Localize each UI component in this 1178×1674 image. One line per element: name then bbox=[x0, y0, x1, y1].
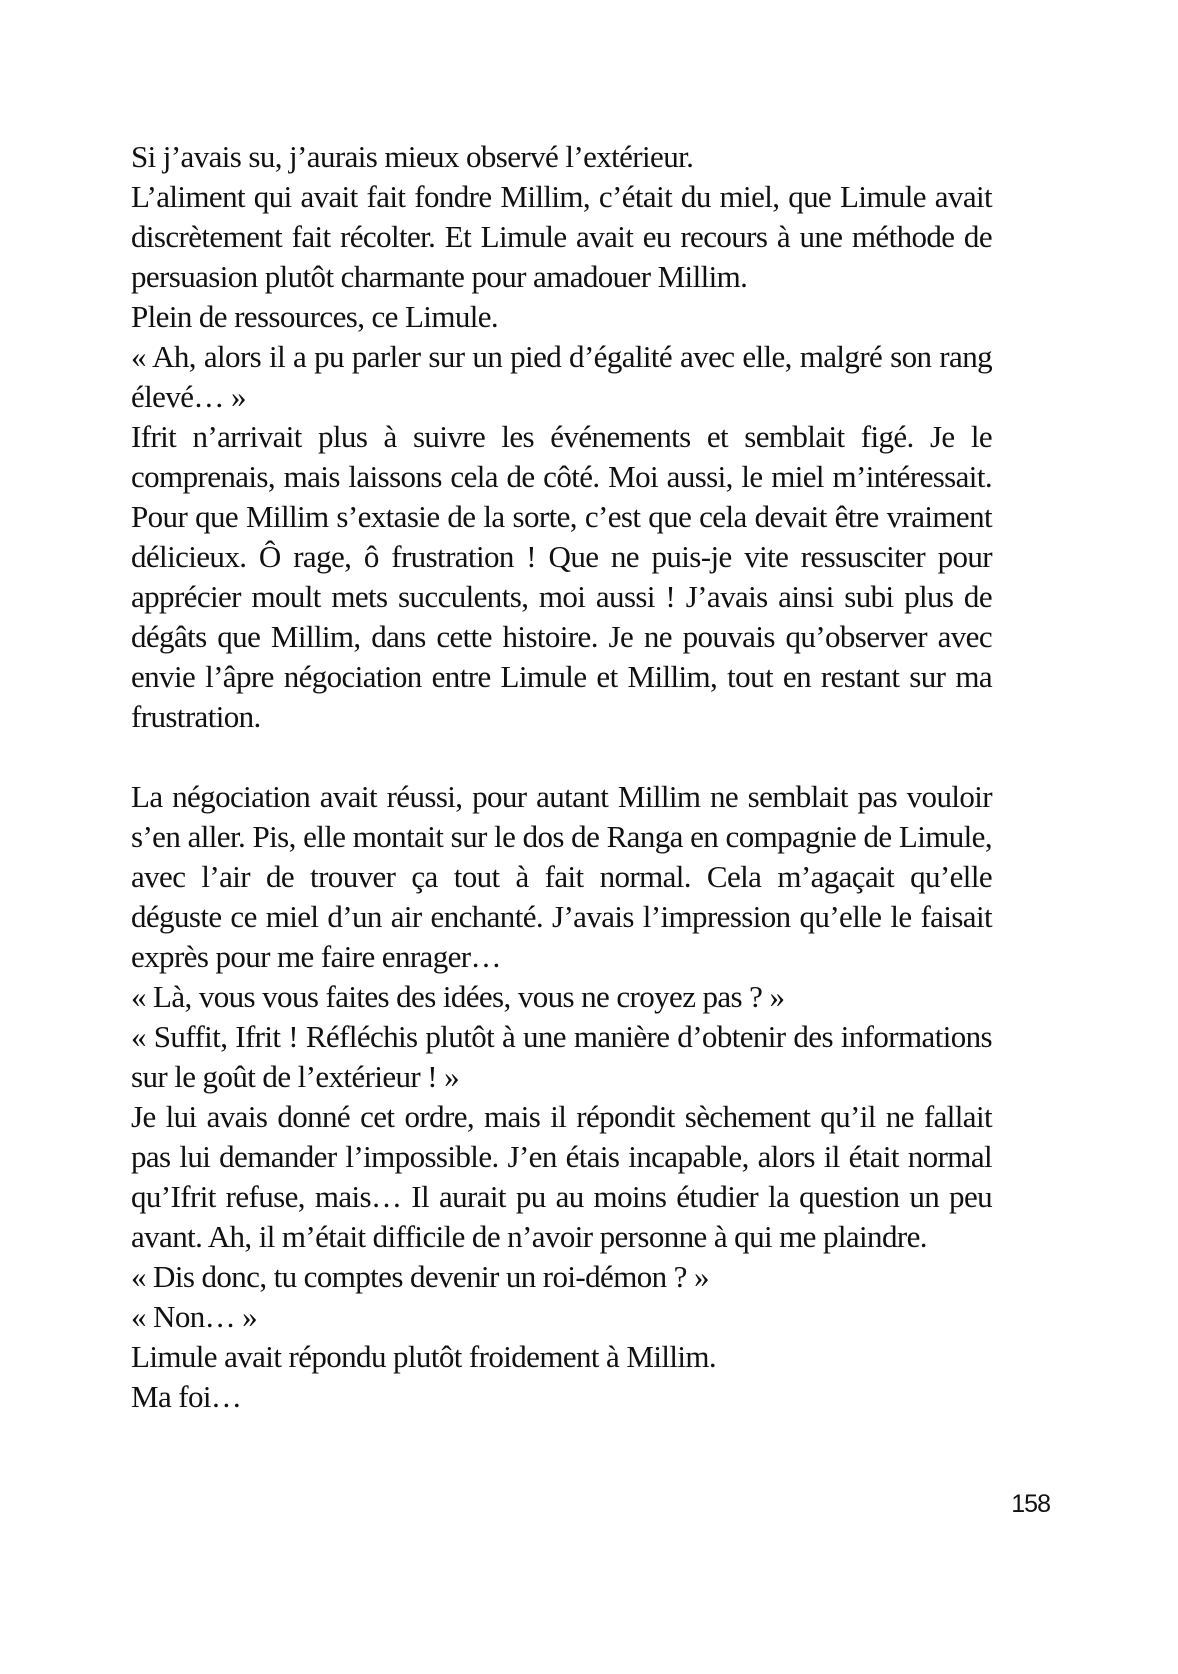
paragraph: « Suffit, Ifrit ! Réfléchis plutôt à une manière d’obtenir des informations sur le goût de l’extérieur ! » bbox=[131, 1019, 992, 1094]
paragraph: Ifrit n’arrivait plus à suivre les événements et semblait figé. Je le comprenais, mais laissons cela de côté. Moi aussi, le miel m’intéressait. Pour que Millim s’extasie de la sorte, c’est que cela devait être vraiment délicieux. Ô rage, ô frustration ! Que ne puis-je vite ressusciter pour apprécier moult mets succulents, moi aussi ! J’avais ainsi subi plus de dégâts que Millim, dans cette histoire. Je ne pouvais qu’observer avec envie l’âpre négociation entre Limule et Millim, tout en restant sur ma frustration. bbox=[131, 419, 992, 734]
paragraph: L’aliment qui avait fait fondre Millim, c’était du miel, que Limule avait discrètement fait récolter. Et Limule avait eu recours à une méthode de persuasion plutôt charmante pour amadouer Millim. bbox=[131, 179, 992, 294]
paragraph: La négociation avait réussi, pour autant Millim ne semblait pas vouloir s’en aller. Pis, elle montait sur le dos de Ranga en compagnie de Limule, avec l’air de trouver ça tout à fait normal. Cela m’agaçait qu’elle déguste ce miel d’un air enchanté. J’avais l’impression qu’elle le faisait exprès pour me faire enrager… bbox=[131, 779, 992, 974]
page-number: 158 bbox=[1011, 1490, 1050, 1518]
paragraph: Ma foi… bbox=[131, 1379, 242, 1414]
paragraph: « Dis donc, tu comptes devenir un roi-démon ? » bbox=[131, 1259, 709, 1294]
paragraph-break bbox=[131, 737, 992, 777]
paragraph: Si j’avais su, j’aurais mieux observé l’extérieur. bbox=[131, 139, 694, 174]
paragraph: « Là, vous vous faites des idées, vous ne croyez pas ? » bbox=[131, 979, 785, 1014]
paragraph: « Non… » bbox=[131, 1299, 258, 1334]
paragraph: Je lui avais donné cet ordre, mais il répondit sèchement qu’il ne fallait pas lui demander l’impossible. J’en étais incapable, alors il était normal qu’Ifrit refuse, mais… Il aurait pu au moins étudier la question un peu avant. Ah, il m’était difficile de n’avoir personne à qui me plaindre. bbox=[131, 1099, 992, 1254]
paragraph: Plein de ressources, ce Limule. bbox=[131, 299, 499, 334]
paragraph: Limule avait répondu plutôt froidement à Millim. bbox=[131, 1339, 717, 1374]
page-body bbox=[131, 137, 992, 1417]
paragraph: « Ah, alors il a pu parler sur un pied d’égalité avec elle, malgré son rang élevé… » bbox=[131, 339, 992, 414]
